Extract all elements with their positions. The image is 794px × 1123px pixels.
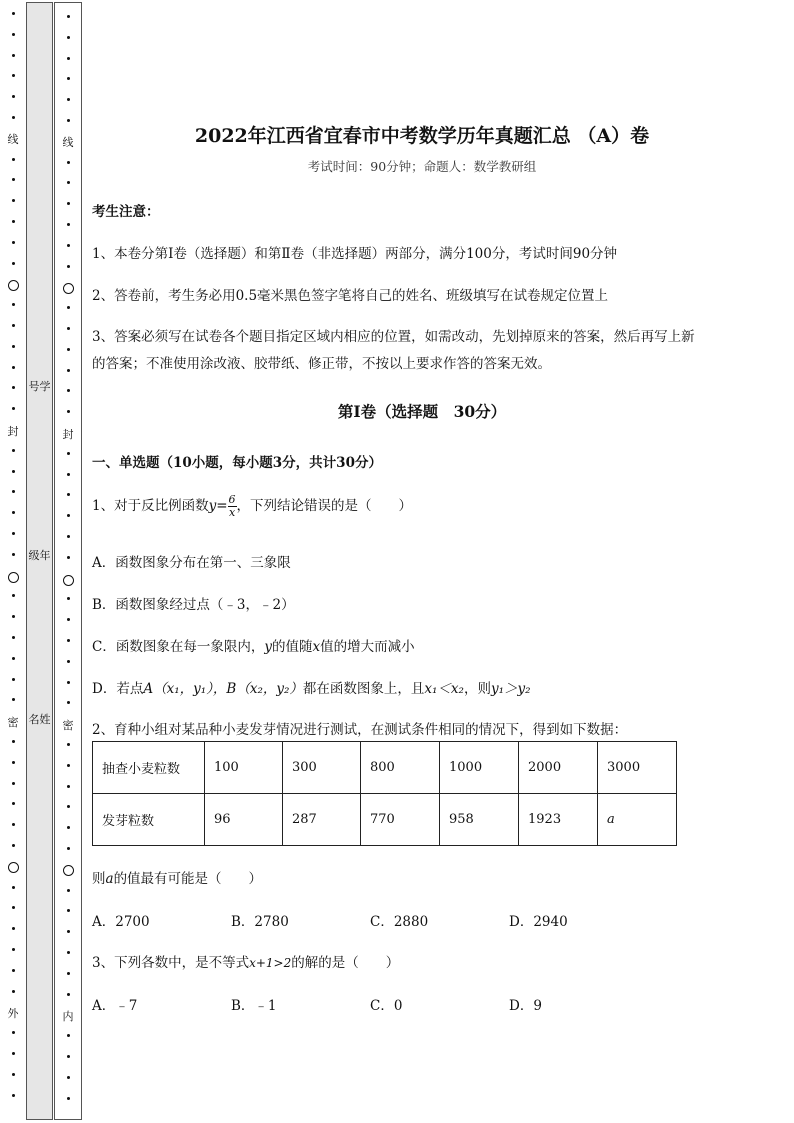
binding-dot [67, 826, 70, 829]
binding-dot [67, 951, 70, 954]
binding-dot [12, 1031, 15, 1034]
q3-option-c: C．0 [370, 998, 403, 1014]
binding-dot [12, 1094, 15, 1097]
binding-dot [12, 324, 15, 327]
binding-dot [67, 535, 70, 538]
q2-options [92, 910, 648, 930]
fraction: $\frac{6}{x}$ [228, 493, 236, 519]
data-table [92, 741, 677, 846]
binding-dot [67, 660, 70, 663]
binding-dot [12, 886, 15, 889]
binding-dot [67, 473, 70, 476]
binding-dot [12, 303, 15, 306]
binding-dot [67, 57, 70, 60]
class-label: 级年 [28, 549, 51, 562]
binding-dot [12, 969, 15, 972]
binding-dot [67, 993, 70, 996]
binding-circle-icon [63, 865, 74, 876]
binding-dot [12, 532, 15, 535]
binding-dot [67, 15, 70, 18]
binding-dot [12, 657, 15, 660]
binding-dot [67, 764, 70, 767]
binding-dot [12, 33, 15, 36]
binding-label: 线 [7, 133, 19, 146]
binding-dot [67, 223, 70, 226]
binding-dot [67, 161, 70, 164]
table-cell: 300 [283, 742, 361, 794]
outer-binding-strip [0, 0, 26, 1123]
binding-dot [67, 909, 70, 912]
binding-dot [67, 1034, 70, 1037]
q2-option-b: B．2780 [231, 914, 289, 930]
note-3-cont: 的答案；不准使用涂改液、胶带纸、修正带，不按以上要求作答的答案无效。 [92, 356, 551, 372]
row-header: 发芽粒数 [93, 794, 205, 846]
binding-dot [67, 930, 70, 933]
binding-dot [12, 407, 15, 410]
q2-question: 则a的值最有可能是（ ） [92, 871, 263, 887]
note-3: 3、答案必须写在试卷各个题目指定区域内相应的位置，如需改动，先划掉原来的答案，然后再写上新 [92, 329, 695, 345]
binding-dot [67, 452, 70, 455]
binding-label: 线 [62, 136, 74, 149]
binding-dot [12, 74, 15, 77]
binding-label: 密 [7, 716, 19, 729]
binding-dot [67, 327, 70, 330]
binding-label: 封 [62, 428, 74, 441]
binding-dot [12, 948, 15, 951]
table-cell: 1923 [519, 794, 598, 846]
binding-dot [67, 972, 70, 975]
table-cell: 96 [205, 794, 283, 846]
binding-dot [12, 698, 15, 701]
binding-dot [12, 802, 15, 805]
student-id-label: 号学 [28, 380, 51, 393]
binding-circle-icon [8, 862, 19, 873]
binding-circle-icon [8, 280, 19, 291]
notes-heading: 考生注意： [92, 204, 160, 220]
binding-dot [67, 805, 70, 808]
table-cell: 800 [361, 742, 440, 794]
student-info-strip [26, 2, 53, 1120]
binding-dot [12, 1052, 15, 1055]
binding-dot [67, 98, 70, 101]
table-row [93, 742, 677, 794]
binding-dot [12, 594, 15, 597]
q1-option-d: D．若点A（x₁，y₁），B（x₂，y₂）都在函数图象上，且x₁＜x₂，则y₁＞y₂ [92, 681, 531, 697]
binding-dot [67, 493, 70, 496]
binding-dot [12, 199, 15, 202]
row-header: 抽查小麦粒数 [93, 742, 205, 794]
binding-dot [12, 906, 15, 909]
table-cell: 287 [283, 794, 361, 846]
question-3: 3、下列各数中，是不等式x+1>2的解的是（ ） [92, 955, 400, 971]
binding-dot [67, 701, 70, 704]
binding-dot [12, 927, 15, 930]
binding-dot [12, 262, 15, 265]
binding-circle-icon [63, 283, 74, 294]
binding-dot [12, 54, 15, 57]
part1-heading: 一、单选题（10小题，每小题3分，共计30分） [92, 455, 382, 471]
table-row [93, 794, 677, 846]
binding-dot [12, 990, 15, 993]
binding-dot [67, 743, 70, 746]
binding-dot [12, 636, 15, 639]
binding-dot [67, 389, 70, 392]
binding-dot [67, 244, 70, 247]
binding-dot [12, 678, 15, 681]
binding-circle-icon [63, 575, 74, 586]
binding-dot [67, 369, 70, 372]
binding-dot [67, 681, 70, 684]
binding-dot [67, 639, 70, 642]
note-2: 2、答卷前，考生务必用0.5毫米黑色签字笔将自己的姓名、班级填写在试卷规定位置上 [92, 288, 609, 304]
binding-dot [12, 241, 15, 244]
binding-dot [67, 119, 70, 122]
q1-option-a: A．函数图象分布在第一、三象限 [92, 555, 291, 571]
binding-dot [67, 556, 70, 559]
exam-title: 2022年江西省宜春市中考数学历年真题汇总 （A）卷 [194, 125, 650, 147]
binding-dot [67, 36, 70, 39]
binding-dot [12, 782, 15, 785]
q1-option-c: C．函数图象在每一象限内，y的值随x值的增大而减小 [92, 639, 415, 655]
binding-dot [12, 220, 15, 223]
binding-label: 封 [7, 425, 19, 438]
name-label: 名姓 [28, 713, 51, 726]
table-cell: 770 [361, 794, 440, 846]
binding-dot [12, 740, 15, 743]
binding-dot [67, 1055, 70, 1058]
binding-dot [12, 823, 15, 826]
binding-label: 内 [62, 1010, 74, 1023]
binding-dot [67, 1076, 70, 1079]
binding-dot [67, 1097, 70, 1100]
binding-dot [12, 178, 15, 181]
binding-dot [12, 158, 15, 161]
q2-option-c: C．2880 [370, 914, 429, 930]
binding-dot [67, 181, 70, 184]
binding-dot [67, 597, 70, 600]
q3-option-b: B．﹣1 [231, 998, 277, 1014]
table-cell: a [598, 794, 677, 846]
binding-dot [12, 553, 15, 556]
binding-dot [12, 844, 15, 847]
binding-circle-icon [8, 572, 19, 583]
q3-option-d: D．9 [509, 998, 542, 1014]
binding-dot [67, 202, 70, 205]
binding-label: 密 [62, 719, 74, 732]
table-cell: 100 [205, 742, 283, 794]
binding-dot [67, 265, 70, 268]
binding-dot [67, 77, 70, 80]
binding-dot [12, 490, 15, 493]
binding-dot [12, 449, 15, 452]
table-cell: 3000 [598, 742, 677, 794]
binding-dot [67, 847, 70, 850]
q2-option-a: A．2700 [92, 914, 150, 930]
binding-dot [12, 366, 15, 369]
q1-option-b: B．函数图象经过点（﹣3，﹣2） [92, 597, 295, 613]
binding-dot [12, 116, 15, 119]
exam-subtitle: 考试时间：90分钟；命题人：数学教研组 [307, 159, 537, 174]
binding-dot [67, 306, 70, 309]
binding-dot [12, 345, 15, 348]
table-cell: 1000 [440, 742, 519, 794]
q3-option-a: A．﹣7 [92, 998, 138, 1014]
binding-label: 外 [7, 1007, 19, 1020]
binding-dot [12, 761, 15, 764]
binding-dot [67, 514, 70, 517]
q3-options [92, 994, 648, 1014]
binding-dot [12, 386, 15, 389]
binding-dot [12, 95, 15, 98]
q2-option-d: D．2940 [509, 914, 568, 930]
section-title: 第I卷（选择题 30分） [337, 402, 507, 421]
note-1: 1、本卷分第I卷（选择题）和第Ⅱ卷（非选择题）两部分，满分100分，考试时间90分钟 [92, 246, 618, 262]
binding-dot [12, 511, 15, 514]
binding-dot [12, 470, 15, 473]
binding-dot [67, 618, 70, 621]
binding-dot [67, 410, 70, 413]
question-2: 2、育种小组对某品种小麦发芽情况进行测试，在测试条件相同的情况下，得到如下数据： [92, 722, 628, 738]
binding-dot [12, 1073, 15, 1076]
table-cell: 2000 [519, 742, 598, 794]
inner-binding-strip [54, 2, 82, 1120]
table-cell: 958 [440, 794, 519, 846]
binding-dot [12, 615, 15, 618]
binding-dot [12, 12, 15, 15]
binding-dot [67, 348, 70, 351]
binding-dot [67, 785, 70, 788]
question-1: 1、对于反比例函数y= $\frac{6}{x}$ ，下列结论错误的是（ ） [92, 493, 413, 519]
binding-dot [67, 889, 70, 892]
